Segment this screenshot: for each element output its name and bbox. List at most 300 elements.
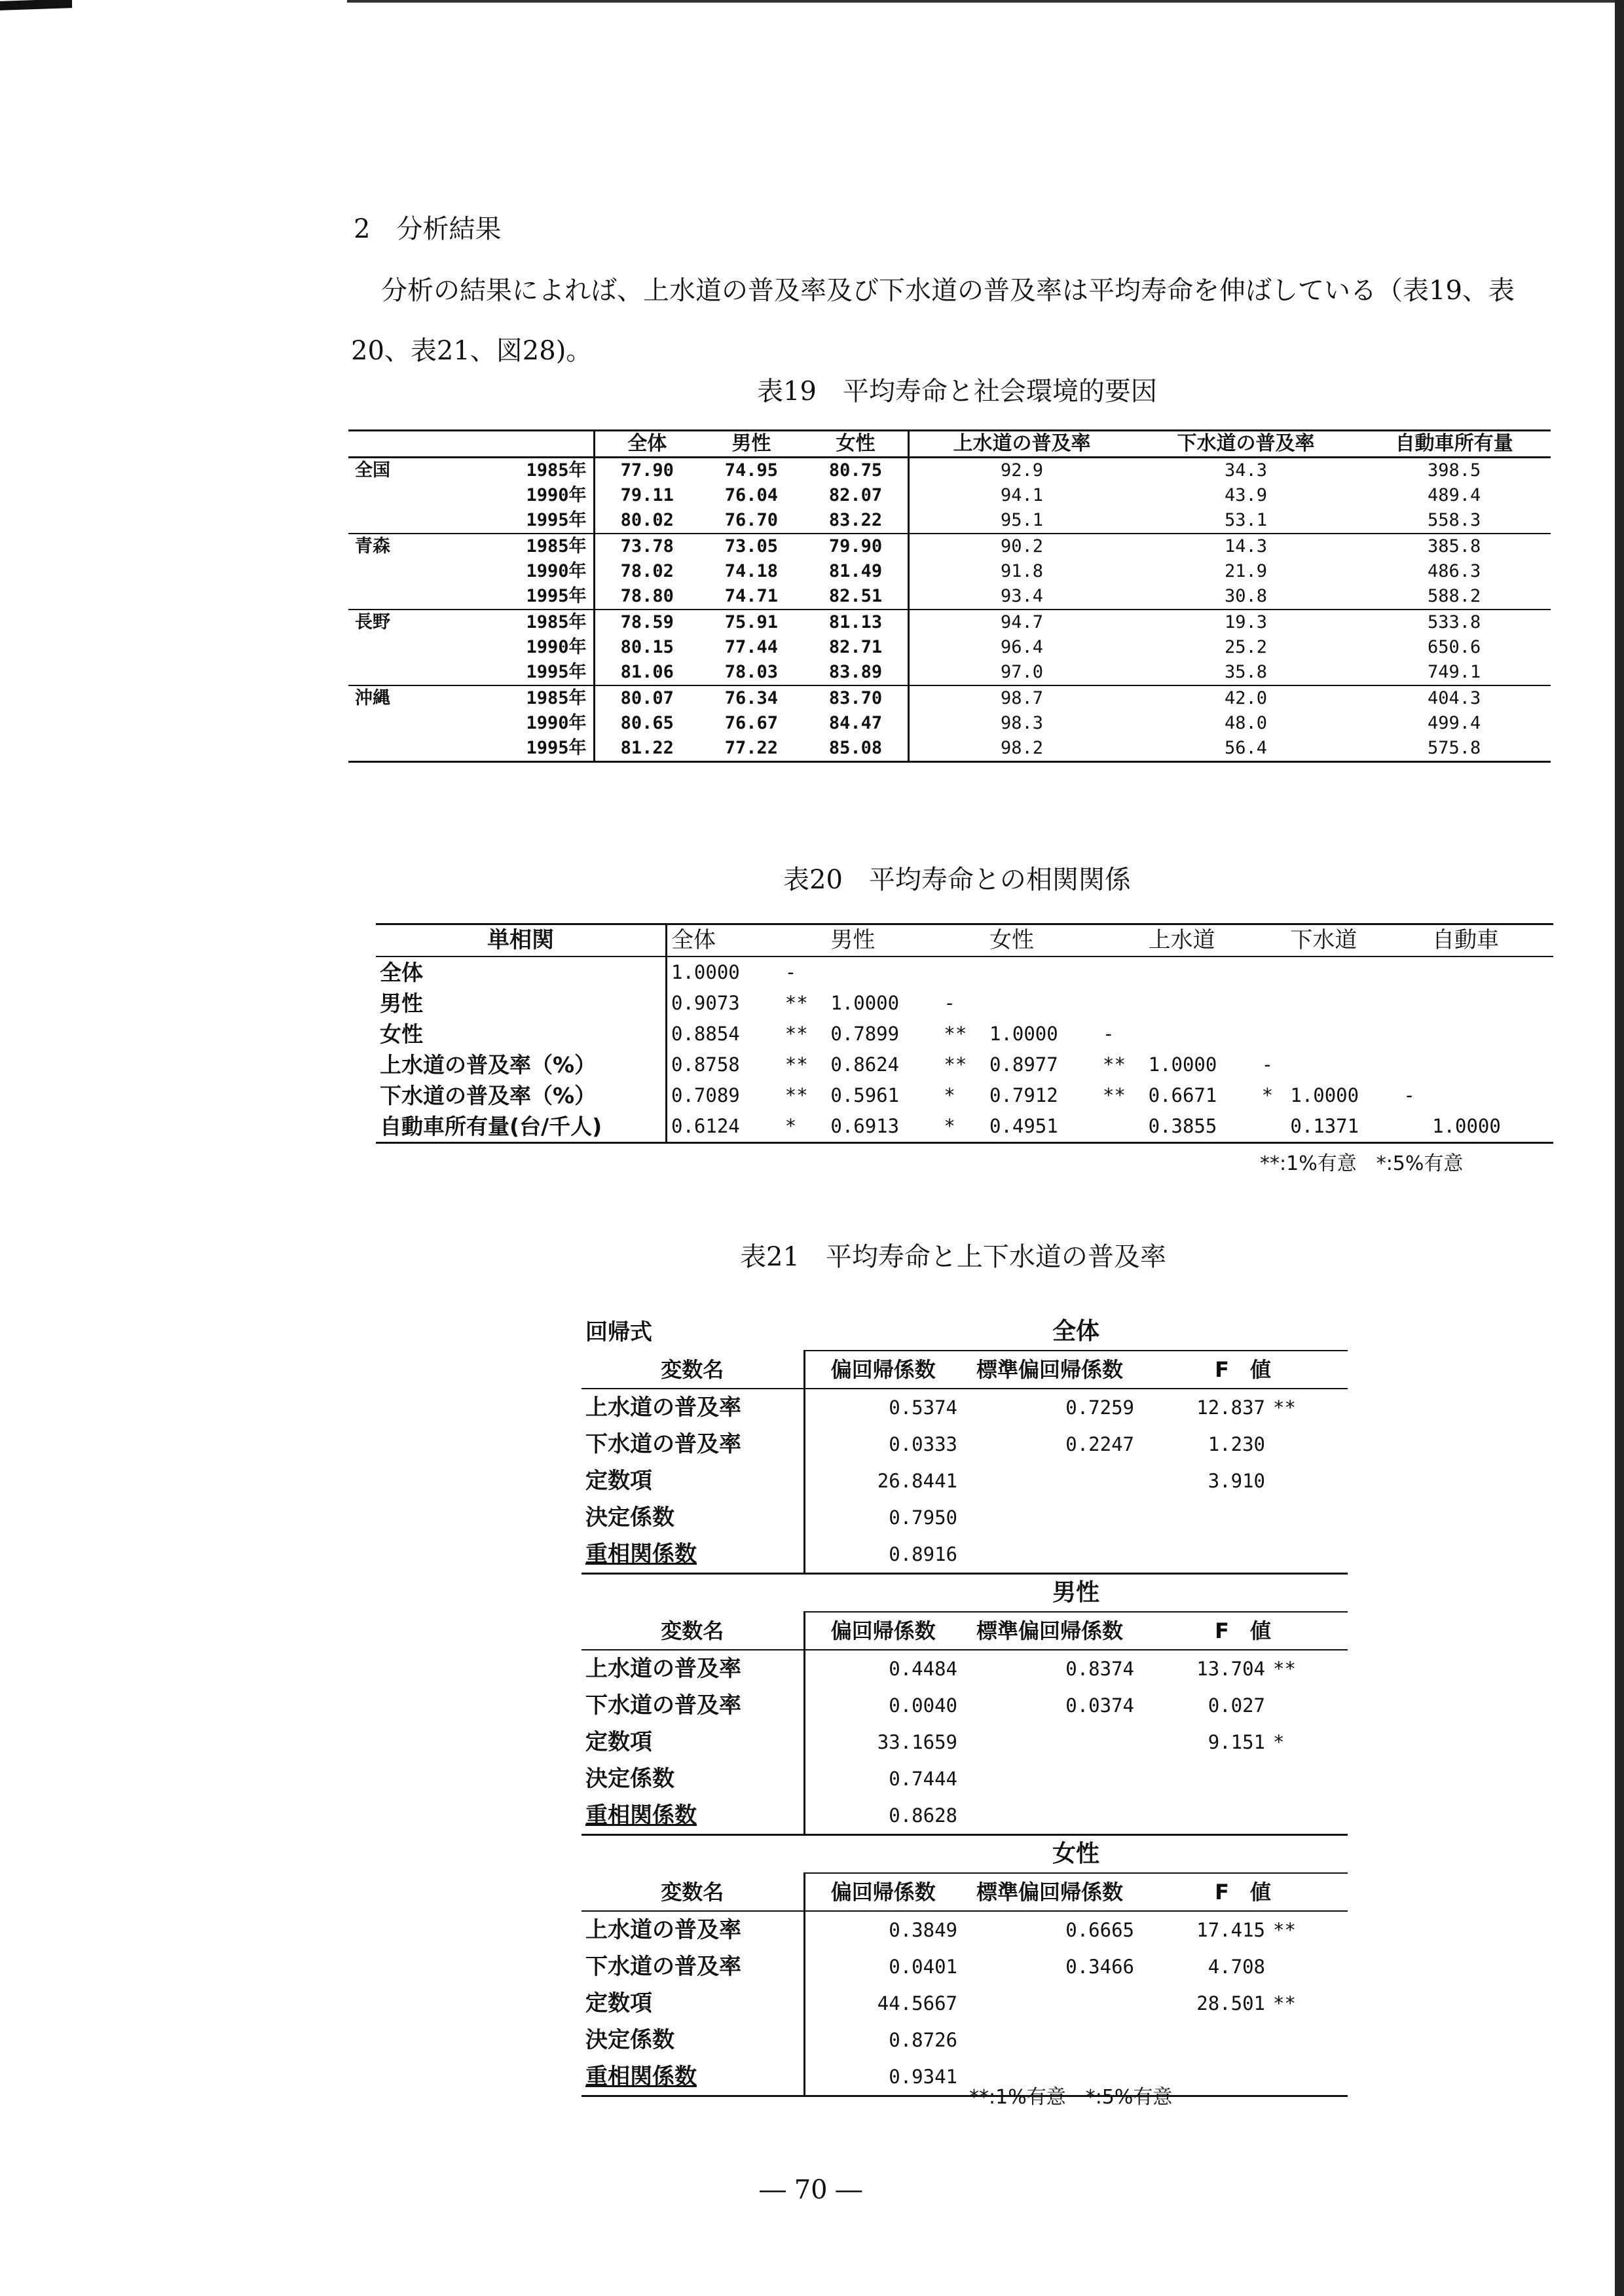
table20-coefficient: 0.8758 (667, 1049, 781, 1080)
table19-cell: 749.1 (1357, 660, 1551, 685)
table20-coefficient: 0.6124 (667, 1111, 781, 1143)
table21-significance-note: **:1%有意 *:5%有意 (969, 2086, 1173, 2109)
table20-significance-mark (940, 957, 986, 988)
table20-coefficient (1286, 1019, 1399, 1049)
table19-cell: 73.05 (724, 536, 779, 556)
table19-year: 1995年 (414, 660, 594, 685)
table20-significance-mark (1541, 1111, 1553, 1143)
table21-row (581, 1426, 1348, 1463)
table21-partial-coef: 0.7444 (804, 1760, 961, 1797)
table20-significance-mark: * (1261, 1084, 1274, 1106)
table20-coefficient (1145, 1019, 1258, 1049)
table20-coefficient (986, 988, 1099, 1019)
table21-std-coef (961, 1724, 1138, 1760)
table21-partial-coef: 0.4484 (804, 1650, 961, 1687)
table21-col-header: 標準偏回帰係数 (961, 1612, 1138, 1650)
table20-significance-mark (1541, 988, 1553, 1019)
scan-right-edge (1615, 0, 1624, 2296)
table20-significance-mark (1399, 957, 1428, 988)
table21-partial-coef: 33.1659 (804, 1724, 961, 1760)
table19-row (348, 483, 1551, 508)
table21-std-coef: 0.2247 (1065, 1433, 1134, 1455)
table19-year: 1990年 (526, 485, 587, 505)
table20-significance-mark: - (784, 961, 797, 983)
table20-significance-mark: * (944, 1084, 955, 1106)
table21-std-coef: 0.3466 (1065, 1956, 1134, 1978)
table21-row-label: 決定係数 (585, 1766, 674, 1792)
table21-section-title-row (581, 1313, 1348, 1351)
table21-std-coef: 0.0374 (1065, 1694, 1134, 1717)
table20-significance-mark (1541, 1019, 1553, 1049)
table19-cell: 80.07 (594, 685, 699, 711)
table21-col-header: 標準偏回帰係数 (961, 1873, 1138, 1911)
table20-coefficient (1428, 1049, 1541, 1080)
table19-row (348, 635, 1551, 660)
table21-significance-mark (1269, 1463, 1348, 1499)
table20-coefficient (1286, 1049, 1399, 1080)
table21-row-label: 下水道の普及率 (585, 1692, 741, 1719)
table20-significance-mark: * (940, 1111, 986, 1143)
table21-std-coef (961, 1499, 1138, 1536)
table19-cell: 76.34 (724, 688, 779, 708)
table19-cell: 30.8 (1134, 584, 1358, 610)
table19-year: 1985年 (526, 536, 587, 556)
table20-body (376, 957, 1553, 1143)
table21-std-coef (961, 1463, 1138, 1499)
table20-coefficient (1145, 957, 1258, 988)
table21-std-coef (961, 1760, 1138, 1797)
table21-partial-coef: 0.0401 (804, 1948, 961, 1985)
table19-cell: 92.9 (909, 458, 1134, 484)
table21-partial-coef: 0.9341 (804, 2058, 961, 2096)
table21-col-header: 標準偏回帰係数 (961, 1351, 1138, 1389)
table20-coefficient (1286, 957, 1399, 988)
table21-f-value: 9.151 (1208, 1731, 1265, 1753)
table19-cell: 96.4 (909, 635, 1134, 660)
table19-cell: 82.07 (828, 485, 883, 505)
table19-cell: 83.89 (803, 660, 909, 685)
table20-significance-mark: ** (1103, 1053, 1126, 1076)
table19-cell: 97.0 (909, 660, 1134, 685)
table20-coefficient: 0.7899 (830, 1023, 900, 1045)
table21-row-label: 重相関係数 (581, 1797, 804, 1835)
table21-row-label: 定数項 (585, 1729, 652, 1755)
table20-significance-mark: * (781, 1111, 827, 1143)
table21-header-row (581, 1612, 1348, 1650)
table19-cell: 94.1 (909, 483, 1134, 508)
table19-row (348, 458, 1551, 484)
table19-year: 1995年 (414, 736, 594, 762)
table21-row (581, 1687, 1348, 1724)
table20-row-label: 男性 (380, 991, 423, 1016)
table20-significance-mark (1258, 988, 1287, 1019)
table20-coefficient: 1.0000 (1290, 1084, 1359, 1106)
table21-regression-label: 回帰式 (585, 1319, 652, 1345)
table21-std-coef: 0.8374 (1065, 1658, 1134, 1680)
table19-body (348, 458, 1551, 762)
table20-significance-mark (1399, 1049, 1428, 1080)
table19-cell: 84.47 (828, 713, 883, 733)
section-heading: 2 分析結果 (354, 214, 502, 244)
table21-f-value (1138, 2022, 1269, 2058)
table19-cell: 77.44 (724, 637, 779, 657)
table19-region-label: 長野 (355, 612, 390, 632)
table20-significance-mark (1258, 1111, 1287, 1143)
table21-significance-mark (1269, 1760, 1348, 1797)
table21-col-header: 偏回帰係数 (804, 1351, 961, 1389)
table19-row (348, 559, 1551, 584)
table20-significance-mark: ** (784, 1053, 808, 1076)
table19-cell: 385.8 (1428, 536, 1481, 556)
table20-header-row (376, 924, 1553, 957)
table19-corner (348, 431, 594, 458)
table21-row-label: 定数項 (585, 1990, 652, 2016)
table21-f-value: 12.837 (1196, 1396, 1265, 1419)
table19-cell: 79.11 (594, 483, 699, 508)
table21-row (581, 2022, 1348, 2058)
table19-cell: 81.49 (828, 561, 883, 581)
table20-coefficient: 0.9073 (667, 988, 781, 1019)
table21-header-row (581, 1351, 1348, 1389)
table20-col-header: 自動車 (1428, 924, 1553, 957)
table21-regression-label (581, 1574, 804, 1613)
table20-significance-mark (1258, 957, 1287, 988)
table20-col-header: 全体 (667, 924, 827, 957)
table19-cell: 53.1 (1134, 508, 1358, 534)
table20-coefficient: 1.0000 (830, 992, 900, 1014)
table21-std-coef (961, 1536, 1138, 1574)
table21-body (581, 1313, 1348, 2096)
table20-coefficient: 0.6913 (826, 1111, 940, 1143)
table21-row-label: 上水道の普及率 (585, 1656, 741, 1682)
table21-col-header: 偏回帰係数 (804, 1612, 961, 1650)
table19-col-header: 男性 (699, 431, 803, 458)
table21-row (581, 1911, 1348, 1948)
table21-std-coef (961, 2022, 1138, 2058)
table19-cell: 19.3 (1225, 612, 1268, 632)
table19-cell: 79.90 (828, 536, 883, 556)
table20-significance-mark: ** (784, 1084, 808, 1106)
table21-std-coef (961, 1797, 1138, 1835)
table21-row (581, 1948, 1348, 1985)
table21-partial-coef: 0.5374 (804, 1389, 961, 1426)
table19-cell: 56.4 (1134, 736, 1358, 762)
table19-region-label: 全国 (355, 460, 390, 481)
table20-significance-mark (1399, 1111, 1428, 1143)
table19-cell: 82.71 (828, 637, 883, 657)
table21-var-header: 変数名 (581, 1351, 804, 1389)
table20-significance-mark: ** (944, 1023, 967, 1045)
table19-cell: 78.03 (699, 660, 803, 685)
table20-significance-mark (1399, 1019, 1428, 1049)
table19-year: 1990年 (526, 713, 587, 733)
table21-partial-coef: 0.8726 (804, 2022, 961, 2058)
table21-row (581, 1797, 1348, 1835)
table20-significance-mark: ** (784, 1023, 808, 1045)
table19-cell: 81.13 (828, 612, 883, 632)
table19-cell: 34.3 (1225, 460, 1268, 481)
table20-corner: 単相関 (376, 924, 667, 957)
table20-significance-mark (1399, 988, 1428, 1019)
table20-significance-mark: ** (944, 1053, 967, 1076)
table21-f-value (1138, 1536, 1269, 1574)
table21-section-title: 全体 (804, 1313, 1348, 1351)
table20-coefficient (826, 957, 940, 988)
table21-row-label: 上水道の普及率 (585, 1917, 741, 1943)
table19-year: 1985年 (526, 460, 587, 481)
table19-row (348, 711, 1551, 736)
body-paragraph (351, 261, 1589, 381)
table20-coefficient (1145, 988, 1258, 1019)
table20-coefficient: 0.7089 (667, 1080, 781, 1111)
table20-significance-mark (1541, 957, 1553, 988)
table19-cell: 575.8 (1357, 736, 1551, 762)
table21-row (581, 1536, 1348, 1574)
table20-row-label: 全体 (380, 960, 423, 985)
table21-significance-mark (1269, 1797, 1348, 1835)
paragraph-line-2: 20、表21、図28)。 (351, 336, 593, 366)
table19-cell: 85.08 (803, 736, 909, 762)
table19-region-label (348, 736, 414, 762)
table21-significance-mark (1269, 1536, 1348, 1574)
table19-row (348, 508, 1551, 534)
table21-row (581, 1760, 1348, 1797)
table19-cell: 78.02 (594, 559, 699, 584)
table21-significance-mark (1269, 2022, 1348, 2058)
table19-region-label (348, 711, 414, 736)
table20-coefficient: 1.0000 (989, 1023, 1058, 1045)
table21-row (581, 1463, 1348, 1499)
table21-f-value: 0.027 (1208, 1694, 1265, 1717)
table21-var-header: 変数名 (581, 1612, 804, 1650)
table21-significance-mark (1269, 1499, 1348, 1536)
table20-col-header: 女性 (986, 924, 1145, 957)
table20-row-label: 下水道の普及率（%） (380, 1083, 597, 1108)
table19-col-header: 女性 (803, 431, 909, 458)
table21-section-title-row (581, 1835, 1348, 1874)
table21-row (581, 1389, 1348, 1426)
table19-region-label (348, 559, 414, 584)
table20-coefficient: 1.0000 (1148, 1053, 1217, 1076)
table20-significance-mark: - (944, 992, 955, 1014)
table19-cell: 98.2 (909, 736, 1134, 762)
table21-partial-coef: 0.7950 (804, 1499, 961, 1536)
table20-significance-mark (1099, 988, 1145, 1019)
table21-regression-label (581, 1835, 804, 1874)
table19-cell: 486.3 (1428, 561, 1481, 581)
table19-region-label (348, 635, 414, 660)
table20-significance-mark (1099, 1111, 1145, 1143)
paragraph-line-1: 分析の結果によれば、上水道の普及率及び下水道の普及率は平均寿命を伸ばしている（表19、表 (381, 276, 1515, 306)
table21-significance-mark (1269, 2058, 1348, 2096)
table19-cell: 74.95 (724, 460, 779, 481)
table19-col-header: 全体 (594, 431, 699, 458)
table19-cell: 588.2 (1357, 584, 1551, 610)
table19-cell: 91.8 (909, 559, 1134, 584)
table21-f-value (1138, 1499, 1269, 1536)
table19-cell: 80.02 (594, 508, 699, 534)
table19-cell: 14.3 (1225, 536, 1268, 556)
table20-coefficient: 1.0000 (1428, 1111, 1541, 1143)
table21 (581, 1313, 1348, 2097)
table19-cell: 77.22 (699, 736, 803, 762)
table21-partial-coef: 0.8916 (804, 1536, 961, 1574)
table21-partial-coef: 0.8628 (804, 1797, 961, 1835)
table21-section-title-row (581, 1574, 1348, 1613)
table20-significance-mark (1541, 1080, 1553, 1111)
table19-cell: 82.51 (803, 584, 909, 610)
table19-cell: 81.06 (594, 660, 699, 685)
table21-f-value: 28.501 (1196, 1992, 1265, 2014)
table20-row (376, 957, 1553, 988)
table20-coefficient: 0.7912 (989, 1084, 1058, 1106)
table20-coefficient: 0.5961 (830, 1084, 900, 1106)
table19-col-header: 上水道の普及率 (909, 431, 1134, 458)
table21-row-label: 重相関係数 (581, 1536, 804, 1574)
table21-f-value (1138, 1760, 1269, 1797)
table21-partial-coef: 26.8441 (804, 1463, 961, 1499)
table19-year: 1985年 (526, 688, 587, 708)
table21-caption: 表21 平均寿命と上下水道の普及率 (740, 1242, 1166, 1272)
table21-row-label: 定数項 (585, 1468, 652, 1494)
table19-region-label: 青森 (355, 536, 390, 556)
table19-cell: 489.4 (1428, 485, 1481, 505)
table19-cell: 21.9 (1225, 561, 1268, 581)
table21-partial-coef: 0.3849 (804, 1911, 961, 1948)
table19-cell: 73.78 (594, 534, 699, 559)
table19-row (348, 610, 1551, 635)
table19-year: 1995年 (414, 584, 594, 610)
table20-significance-mark: - (1103, 1023, 1115, 1045)
table20-significance-mark: - (1403, 1084, 1415, 1106)
table19-row (348, 736, 1551, 762)
table19-cell: 77.90 (594, 458, 699, 484)
table20-coefficient: 0.3855 (1145, 1111, 1258, 1143)
table21-significance-mark (1269, 1687, 1348, 1724)
table20-coefficient: 0.8624 (830, 1053, 900, 1076)
table21-partial-coef: 0.0040 (804, 1687, 961, 1724)
table20-col-header: 下水道 (1286, 924, 1428, 957)
table19-region-label (348, 483, 414, 508)
table19-cell: 76.70 (699, 508, 803, 534)
table21-row-label: 下水道の普及率 (585, 1431, 741, 1457)
table20-significance-mark: ** (1103, 1084, 1126, 1106)
table21-partial-coef: 0.0333 (804, 1426, 961, 1463)
table19-year: 1990年 (526, 561, 587, 581)
table21-section-title: 男性 (804, 1574, 1348, 1613)
table21-row-label: 決定係数 (585, 2027, 674, 2053)
table21-f-value: 13.704 (1196, 1658, 1265, 1680)
table19-cell: 98.7 (909, 685, 1134, 711)
table20-coefficient: 0.6671 (1148, 1084, 1217, 1106)
table19-year: 1985年 (526, 612, 587, 632)
table19-row (348, 660, 1551, 685)
table20 (376, 923, 1553, 1144)
table20-coefficient (1428, 1080, 1541, 1111)
table19-cell: 74.18 (724, 561, 779, 581)
table20-coefficient (1428, 988, 1541, 1019)
table19-cell: 94.7 (909, 610, 1134, 635)
table20-row (376, 1080, 1553, 1111)
table19-row (348, 685, 1551, 711)
table19-cell: 76.67 (724, 713, 779, 733)
table21-significance-mark (1269, 1426, 1348, 1463)
table20-significance-mark: ** (784, 992, 808, 1014)
table21-row (581, 1499, 1348, 1536)
table19-cell: 74.71 (699, 584, 803, 610)
table21-significance-mark: ** (1273, 1992, 1296, 2014)
table19-cell: 35.8 (1134, 660, 1358, 685)
table19-cell: 83.22 (803, 508, 909, 534)
table19-cell: 398.5 (1428, 460, 1481, 481)
table21-section-title: 女性 (804, 1835, 1348, 1874)
table19-col-header: 自動車所有量 (1357, 431, 1551, 458)
table21-std-coef: 0.6665 (1065, 1919, 1134, 1941)
table21-f-value: 4.708 (1208, 1956, 1265, 1978)
table20-coefficient (1428, 1019, 1541, 1049)
table19-cell: 404.3 (1428, 688, 1481, 708)
table20-row-label: 女性 (380, 1021, 423, 1047)
table21-significance-mark (1269, 1948, 1348, 1985)
table19-cell: 42.0 (1225, 688, 1268, 708)
table19-row (348, 584, 1551, 610)
table21-significance-mark: ** (1273, 1396, 1296, 1419)
table19-cell: 499.4 (1428, 713, 1481, 733)
table19-cell: 558.3 (1357, 508, 1551, 534)
table19-cell: 25.2 (1225, 637, 1268, 657)
table19-cell: 650.6 (1428, 637, 1481, 657)
table21-row-label: 重相関係数 (581, 2058, 804, 2096)
table20-row (376, 1019, 1553, 1049)
table19-region-label (348, 508, 414, 534)
table21-f-value: 17.415 (1196, 1919, 1265, 1941)
table21-var-header: 変数名 (581, 1873, 804, 1911)
table20-col-header: 上水道 (1145, 924, 1287, 957)
table19-cell: 76.04 (724, 485, 779, 505)
table20-caption: 表20 平均寿命との相関関係 (783, 865, 1131, 895)
table20-row (376, 1111, 1553, 1143)
table19-cell: 48.0 (1225, 713, 1268, 733)
table19-region-label (348, 660, 414, 685)
table19-row (348, 534, 1551, 559)
table20-significance-mark (1541, 1049, 1553, 1080)
table20-row-label: 自動車所有量(台/千人) (376, 1111, 667, 1143)
table21-std-coef: 0.7259 (1065, 1396, 1134, 1419)
table21-significance-mark: ** (1273, 1919, 1296, 1941)
table19-region-label: 沖縄 (355, 688, 390, 708)
table21-std-coef (961, 1985, 1138, 2022)
scan-corner-mark (0, 0, 72, 10)
table21-partial-coef: 44.5667 (804, 1985, 961, 2022)
table20-coefficient (1286, 988, 1399, 1019)
table19-cell: 80.75 (828, 460, 883, 481)
table19-cell: 78.59 (594, 610, 699, 635)
table19-cell: 80.65 (594, 711, 699, 736)
table20-coefficient: 1.0000 (667, 957, 781, 988)
table19-col-header: 下水道の普及率 (1134, 431, 1358, 458)
table20-significance-mark (1258, 1019, 1287, 1049)
table19-year: 1995年 (414, 508, 594, 534)
table21-f-value: 3.910 (1208, 1470, 1265, 1492)
table19-year: 1990年 (526, 637, 587, 657)
table21-col-header: 偏回帰係数 (804, 1873, 961, 1911)
table19-cell: 81.22 (594, 736, 699, 762)
table21-row-label: 上水道の普及率 (585, 1394, 741, 1421)
table20-coefficient: 0.4951 (986, 1111, 1099, 1143)
table19-cell: 83.70 (828, 688, 883, 708)
table19-cell: 78.80 (594, 584, 699, 610)
table20-row (376, 1049, 1553, 1080)
